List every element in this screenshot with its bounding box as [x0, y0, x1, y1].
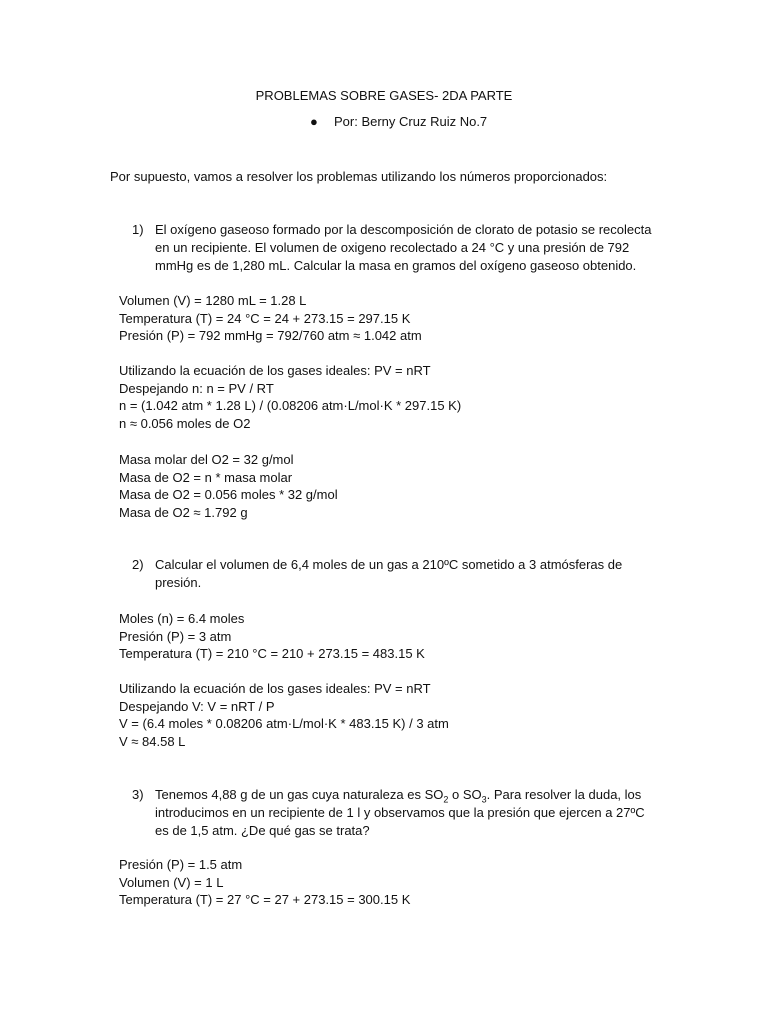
calc-line: Despejando n: n = PV / RT: [119, 380, 274, 396]
bullet-icon: ●: [310, 114, 318, 129]
data-line: Volumen (V) = 1280 mL = 1.28 L: [119, 293, 307, 308]
problem-statement: El oxígeno gaseoso formado por la descomposición de clorato de potasio se recolecta en un recipiente. El volumen de oxigeno recolectado a 24 °C y una presión de 792 mmHg es de 1,280 mL. Calcular la masa en gramos del oxígeno gaseoso obtenido.: [155, 222, 652, 273]
problem-number: 2): [132, 557, 144, 572]
mass-line: Masa de O2 ≈ 1.792 g: [119, 505, 248, 521]
data-line: Presión (P) = 792 mmHg = 792/760 atm ≈ 1.042 atm: [119, 328, 422, 344]
data-line: Moles (n) = 6.4 moles: [119, 611, 245, 626]
problem-2: [132, 556, 652, 592]
data-line: Volumen (V) = 1 L: [119, 874, 224, 890]
data-line: Presión (P) = 3 atm: [119, 628, 232, 644]
problem-number: 3): [132, 787, 144, 802]
calc-line: n ≈ 0.056 moles de O2: [119, 416, 251, 432]
calc-line: V = (6.4 moles * 0.08206 atm·L/mol·K * 483.15 K) / 3 atm: [119, 716, 449, 732]
problem-statement: Tenemos 4,88 g de un gas cuya naturaleza es $SO_2$ o $SO_3$. Para resolver la duda, los introducimos en un recipiente de 1 l y observamos que la presión que ejercen a 27ºC es de 1,5 atm. ¿De qué gas se trata?: [155, 787, 645, 838]
calc-line: V ≈ 84.58 L: [119, 734, 186, 750]
problem-1: [132, 221, 652, 275]
calc-line: Despejando V: V = nRT / P: [119, 698, 275, 714]
problem-1-mass: [119, 451, 338, 522]
problem-1-calculation: [119, 362, 461, 433]
data-line: Temperatura (T) = 210 °C = 210 + 273.15 = 483.15 K: [119, 646, 425, 662]
author-text: Por: Berny Cruz Ruiz No.7: [334, 114, 488, 129]
data-line: Temperatura (T) = 27 °C = 27 + 273.15 = 300.15 K: [119, 892, 411, 908]
problem-number: 1): [132, 222, 144, 237]
subscript: 3: [481, 794, 487, 805]
document-title: PROBLEMAS SOBRE GASES- 2DA PARTE: [255, 88, 513, 103]
problem-3: [132, 786, 652, 840]
calc-line: n = (1.042 atm * 1.28 L) / (0.08206 atm·L/mol·K * 297.15 K): [119, 398, 462, 414]
intro-paragraph: Por supuesto, vamos a resolver los problemas utilizando los números proporcionados:: [110, 169, 608, 184]
problem-1-data: [119, 292, 422, 345]
mass-line: Masa de O2 = 0.056 moles * 32 g/mol: [119, 487, 338, 503]
problem-2-data: [119, 610, 425, 663]
calc-line: Utilizando la ecuación de los gases ideales: PV = nRT: [119, 681, 431, 696]
problem-2-calculation: [119, 680, 449, 751]
problem-3-data: [119, 856, 410, 909]
mass-line: Masa molar del O2 = 32 g/mol: [119, 452, 294, 467]
author-line: [310, 113, 487, 131]
subscript: 2: [443, 794, 449, 805]
data-line: Presión (P) = 1.5 atm: [119, 857, 243, 872]
mass-line: Masa de O2 = n * masa molar: [119, 469, 293, 485]
data-line: Temperatura (T) = 24 °C = 24 + 273.15 = 297.15 K: [119, 310, 411, 326]
problem-statement: Calcular el volumen de 6,4 moles de un gas a 210ºC sometido a 3 atmósferas de presión.: [155, 557, 623, 590]
calc-line: Utilizando la ecuación de los gases ideales: PV = nRT: [119, 363, 431, 378]
